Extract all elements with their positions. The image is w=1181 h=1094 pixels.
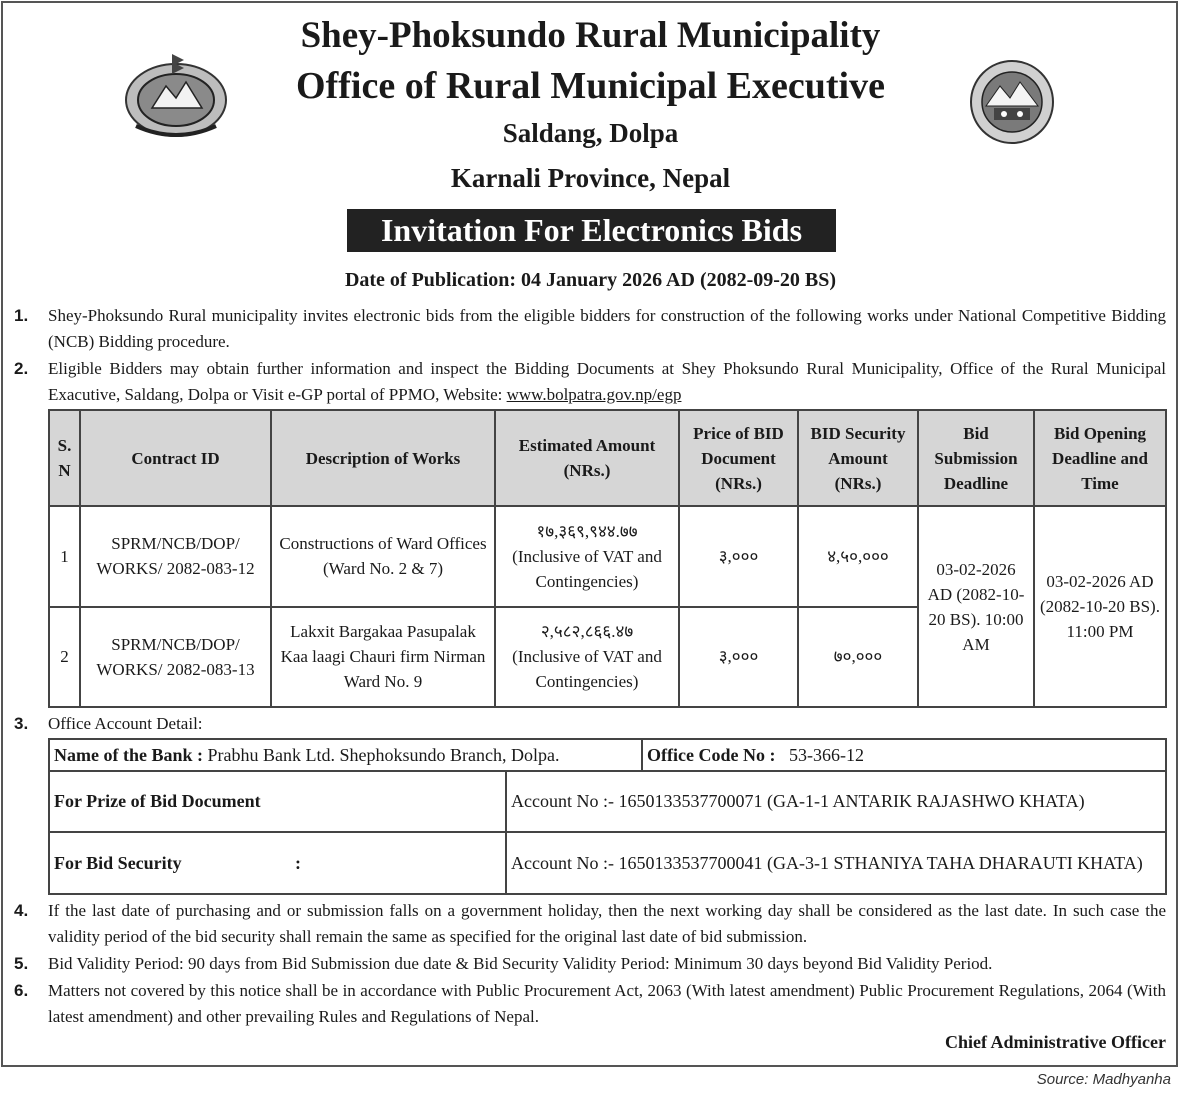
security-label: For Bid Security (54, 852, 182, 873)
doc-account: Account No :- 1650133537700071 (GA-1-1 ANTARIK RAJASHWO KHATA) (506, 771, 1166, 832)
security-sep: : (295, 852, 301, 873)
estimated-amount: २,५८२,८६६.४७ (540, 622, 634, 642)
item-number: 6. (14, 981, 29, 1000)
province-line: Karnali Province, Nepal (450, 163, 731, 193)
bank-cell (49, 739, 642, 771)
cell-price-doc: ३,००० (679, 607, 798, 708)
cell-sn: 2 (49, 607, 80, 708)
signatory: Chief Administrative Officer (945, 1032, 1166, 1052)
cell-security: ७०,००० (798, 607, 918, 708)
col-header: Bid Opening Deadline and Time (1034, 410, 1166, 506)
office-title: Office of Rural Municipal Executive (296, 65, 885, 107)
item-6-text: Matters not covered by this notice shall be in accordance with Public Procurement Act, 2063 (With latest amendment) Public Procurement Regulations, 2064 (With latest amendment) and other prevailing Rules and Regulations of Nepal. (48, 981, 1166, 1026)
cell-description: Constructions of Ward Offices (Ward No. 2 & 7) (271, 506, 495, 607)
item-number: 5. (14, 954, 29, 973)
item-1-text: Shey-Phoksundo Rural municipality invites electronic bids from the eligible bidders for construction of the following works under National Competitive Bidding (NCB) Bidding procedure. (48, 306, 1166, 351)
col-header: Bid Submission Deadline (918, 410, 1034, 506)
works-table (48, 409, 1167, 708)
cell-estimated (495, 506, 679, 607)
bank-sep: : (197, 744, 203, 765)
cell-submission-deadline: 03-02-2026 AD (2082-10-20 BS). 10:00 AM (918, 506, 1034, 707)
cell-contract-id: SPRM/NCB/DOP/ WORKS/ 2082-083-13 (80, 607, 271, 708)
office-code-value: 53-366-12 (788, 744, 864, 765)
cell-opening-deadline: 03-02-2026 AD (2082-10-20 BS). 11:00 PM (1034, 506, 1166, 707)
bank-label: Name of the Bank (54, 744, 193, 765)
location-line: Saldang, Dolpa (502, 118, 679, 148)
col-header: Estimated Amount (NRs.) (495, 410, 679, 506)
item-number: 3. (14, 714, 29, 733)
col-header: Contract ID (80, 410, 271, 506)
col-header: BID Security Amount (NRs.) (798, 410, 918, 506)
item-5-text: Bid Validity Period: 90 days from Bid Submission due date & Bid Security Validity Period: Minimum 30 days beyond Bid Validity Period. (48, 954, 993, 973)
cell-estimated (495, 607, 679, 708)
municipality-title: Shey-Phoksundo Rural Municipality (300, 15, 881, 56)
item-number: 4. (14, 901, 29, 920)
bank-value: Prabhu Bank Ltd. Shephoksundo Branch, Dolpa. (207, 744, 560, 765)
col-header: S. N (49, 410, 80, 506)
account-table (48, 738, 1167, 895)
notice-banner: Invitation For Electronics Bids (347, 209, 836, 252)
security-label-cell (49, 832, 506, 894)
item-number: 1. (14, 306, 29, 325)
col-header: Description of Works (271, 410, 495, 506)
estimated-note: (Inclusive of VAT and Contingencies) (512, 647, 662, 692)
office-code-label: Office Code No : (647, 744, 776, 765)
item-3-text: Office Account Detail: (48, 714, 203, 733)
cell-price-doc: ३,००० (679, 506, 798, 607)
cell-security: ४,५०,००० (798, 506, 918, 607)
estimated-note: (Inclusive of VAT and Contingencies) (512, 546, 662, 591)
doc-label-cell (49, 771, 506, 832)
bolpatra-link[interactable]: www.bolpatra.gov.np/egp (506, 385, 682, 404)
table-header-row (49, 410, 1166, 506)
item-number: 2. (14, 359, 29, 378)
item-2-body: Eligible Bidders may obtain further information and inspect the Bidding Documents at Shey Phoksundo Rural Municipality, Office of the Rural Municipal Exacutive, Saldang, Dolpa or Visit e-GP portal of PPMO, Website: (48, 359, 1166, 404)
item-4-text: If the last date of purchasing and or submission falls on a government holiday, then the next working day shall be considered as the last date. In such case the validity period of the bid security shall remain the same as specified for the original last date of bid submission. (48, 901, 1166, 946)
cell-contract-id: SPRM/NCB/DOP/ WORKS/ 2082-083-12 (80, 506, 271, 607)
doc-account-row (49, 771, 1166, 832)
office-code-cell (642, 739, 1166, 771)
source-credit: Source: Madhyanha (1036, 1071, 1171, 1088)
cell-sn: 1 (49, 506, 80, 607)
col-header: Price of BID Document (NRs.) (679, 410, 798, 506)
security-account: Account No :- 1650133537700041 (GA-3-1 STHANIYA TAHA DHARAUTI KHATA) (506, 832, 1166, 894)
publication-date: Date of Publication: 04 January 2026 AD (2082-09-20 BS) (344, 269, 837, 291)
estimated-amount: १७,३६९,९४४.७७ (536, 521, 638, 541)
doc-label: For Prize of Bid Document (54, 791, 261, 811)
bank-row (49, 739, 1166, 771)
table-row (49, 506, 1166, 607)
item-2-text (48, 356, 1166, 408)
security-account-row (49, 832, 1166, 894)
cell-description: Lakxit Bargakaa Pasupalak Kaa laagi Chauri firm Nirman Ward No. 9 (271, 607, 495, 708)
